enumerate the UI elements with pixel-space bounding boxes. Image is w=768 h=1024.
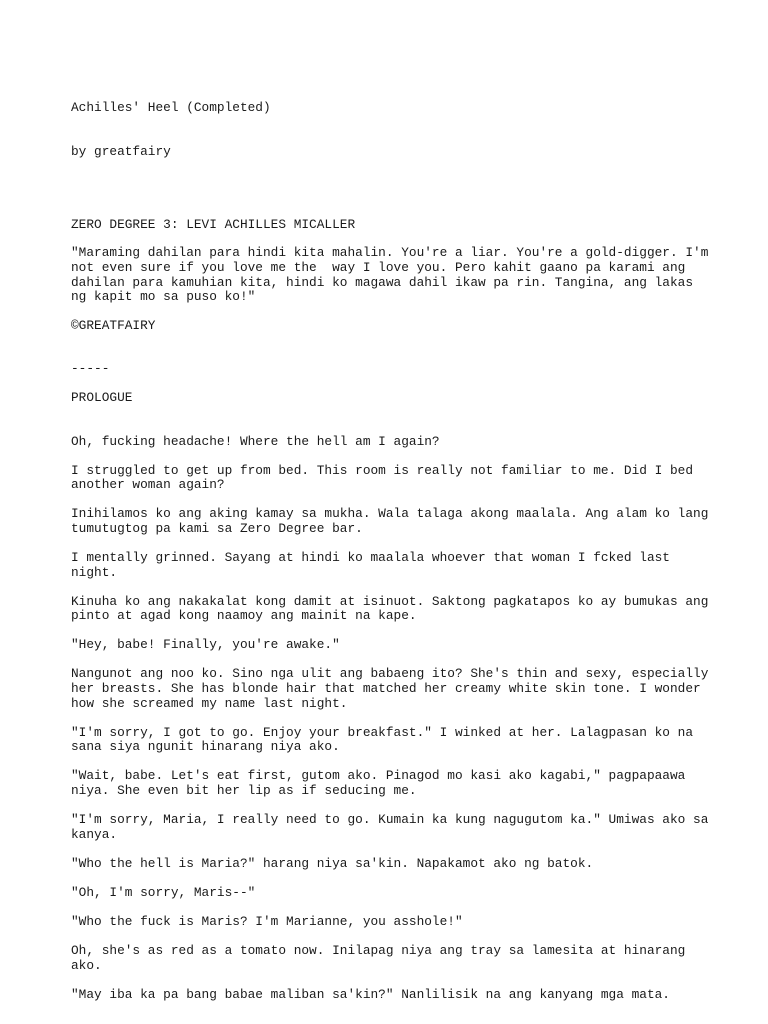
epigraph-quote: "Maraming dahilan para hindi kita mahalin. You're a liar. You're a gold-digger. I'm not even sure if you love me the way I love you. Pero kahit gaano pa karami ang dahilan para kamuhian kita, hindi ko magawa dahil ikaw pa rin. Tangina, ang lakas ng kapit mo sa puso ko!" <box>71 245 709 305</box>
paragraph: Kinuha ko ang nakakalat kong damit at isinuot. Saktong pagkatapos ko ay bumukas ang pinto at agad kong naamoy ang mainit na kape. <box>71 593 709 624</box>
copyright-notice: ©GREATFAIRY <box>71 317 156 333</box>
section-divider: ----- <box>71 361 110 377</box>
paragraph: "Wait, babe. Let's eat first, gutom ako. Pinagod mo kasi ako kagabi," pagpapaawa niya. She even bit her lip as if seducing me. <box>71 768 686 798</box>
paragraph: "Hey, babe! Finally, you're awake." <box>71 637 340 653</box>
chapter-title: ZERO DEGREE 3: LEVI ACHILLES MICALLER <box>71 216 356 232</box>
document-title: Achilles' Heel (Completed) <box>71 100 271 116</box>
paragraph: "Who the fuck is Maris? I'm Marianne, you asshole!" <box>71 913 463 929</box>
paragraph: "Oh, I'm sorry, Maris--" <box>71 884 256 900</box>
section-title: PROLOGUE <box>71 389 133 405</box>
paragraph: I mentally grinned. Sayang at hindi ko maalala whoever that woman I fcked last night. <box>71 549 670 580</box>
paragraph: "I'm sorry, I got to go. Enjoy your breakfast." I winked at her. Lalagpasan ko na sana siya ngunit hinarang niya ako. <box>71 724 694 755</box>
document-page <box>71 72 711 1017</box>
paragraph: I struggled to get up from bed. This room is really not familiar to me. Did I bed another woman again? <box>71 462 694 493</box>
paragraph: Inihilamos ko ang aking kamay sa mukha. Wala talaga akong maalala. Ang alam ko lang tumutugtog pa kami sa Zero Degree bar. <box>71 506 709 536</box>
paragraph: Nangunot ang noo ko. Sino nga ulit ang babaeng ito? She's thin and sexy, especially her breasts. She has blonde hair that matched her creamy white skin tone. I wonder how she screamed my name last night. <box>71 666 709 711</box>
body-text <box>71 435 711 1003</box>
document-author: by greatfairy <box>71 143 171 159</box>
paragraph: Oh, she's as red as a tomato now. Inilapag niya ang tray sa lamesita at hinarang ako. <box>71 943 686 973</box>
paragraph: "Who the hell is Maria?" harang niya sa'kin. Napakamot ako ng batok. <box>71 855 594 871</box>
document-header <box>71 72 711 189</box>
paragraph: "I'm sorry, Maria, I really need to go. Kumain ka kung nagugutom ka." Umiwas ako sa kanya. <box>71 812 709 842</box>
paragraph: "May iba ka pa bang babae maliban sa'kin?" Nanlilisik na ang kanyang mga mata. <box>71 986 670 1002</box>
paragraph: Oh, fucking headache! Where the hell am I again? <box>71 433 440 449</box>
